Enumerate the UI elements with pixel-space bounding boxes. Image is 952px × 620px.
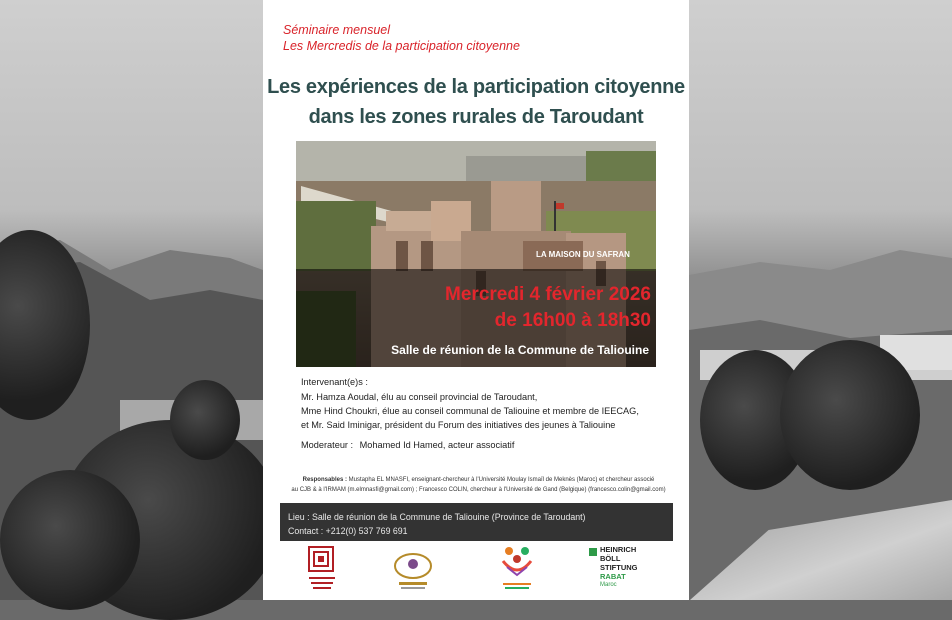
- responsables-line-1: [281, 476, 676, 486]
- speakers-block: [301, 375, 639, 452]
- event-place: Salle de réunion de la Commune de Taliouine: [391, 343, 649, 357]
- speakers-heading: Intervenant(e)s :: [301, 377, 368, 387]
- series-label: Les Mercredis de la participation citoyenne: [283, 39, 520, 53]
- hbs-line-5: Maroc: [600, 582, 617, 588]
- moderator-line: [301, 438, 639, 452]
- responsables-block: [281, 476, 676, 495]
- hbs-line-1: HEINRICH: [600, 545, 637, 554]
- lieu-text: Lieu : Salle de réunion de la Commune de Taliouine (Province de Taroudant): [288, 512, 586, 522]
- tree-right-2: [780, 340, 920, 490]
- event-time: de 16h00 à 18h30: [494, 310, 651, 331]
- responsables-line-2: au CJB & à l'IRMAM (m.elmnasfi@gmail.com) ; Francesco COLIN, chercheur à l'Université de Gand (Belgique) (francesco.colin@gmail.com): [291, 486, 666, 493]
- title-line-1: Les expériences de la participation citoyenne: [267, 76, 685, 98]
- seminar-flyer: [263, 0, 689, 600]
- speaker-2: Mme Hind Choukri, élue au conseil communal de Taliouine et membre de IEECAG,: [301, 406, 639, 416]
- title-line-2: dans les zones rurales de Taroudant: [308, 106, 644, 128]
- shrub-left-2: [0, 470, 140, 610]
- moderator-name: Mohamed Id Hamed, acteur associatif: [359, 440, 515, 450]
- hbs-line-4: RABAT: [600, 572, 626, 581]
- moderator-label: Moderateur :: [301, 440, 354, 450]
- hbs-logo-mark: [589, 548, 597, 556]
- hbs-logo: [600, 545, 638, 590]
- tree-left-3: [170, 380, 240, 460]
- event-date: Mercredi 4 février 2026: [445, 284, 651, 305]
- speaker-1: Mr. Hamza Aoudal, élu au conseil provincial de Taroudant,: [301, 392, 538, 402]
- event-photo: [296, 141, 656, 367]
- forum-logo: [497, 545, 537, 593]
- responsables-text-1: Mustapha EL MNASFI, enseignant-chercheur à l'Université Moulay Ismaïl de Meknès (Maroc) et chercheur associé: [348, 477, 655, 483]
- hbs-line-2: BÖLL: [600, 554, 621, 563]
- speaker-3: et Mr. Said Iminigar, président du Forum des initiatives des jeunes à Taliouine: [301, 420, 616, 430]
- contact-text: Contact : +212(0) 537 769 691: [288, 526, 408, 536]
- photo-sign: LA MAISON DU SAFRAN: [536, 250, 630, 259]
- hbs-line-3: STIFTUNG: [600, 563, 638, 572]
- maze-logo: [307, 545, 337, 593]
- association-logo: [391, 548, 435, 592]
- seminar-label: Séminaire mensuel: [283, 23, 390, 37]
- info-bar: [280, 503, 673, 541]
- responsables-label: Responsables :: [302, 477, 347, 483]
